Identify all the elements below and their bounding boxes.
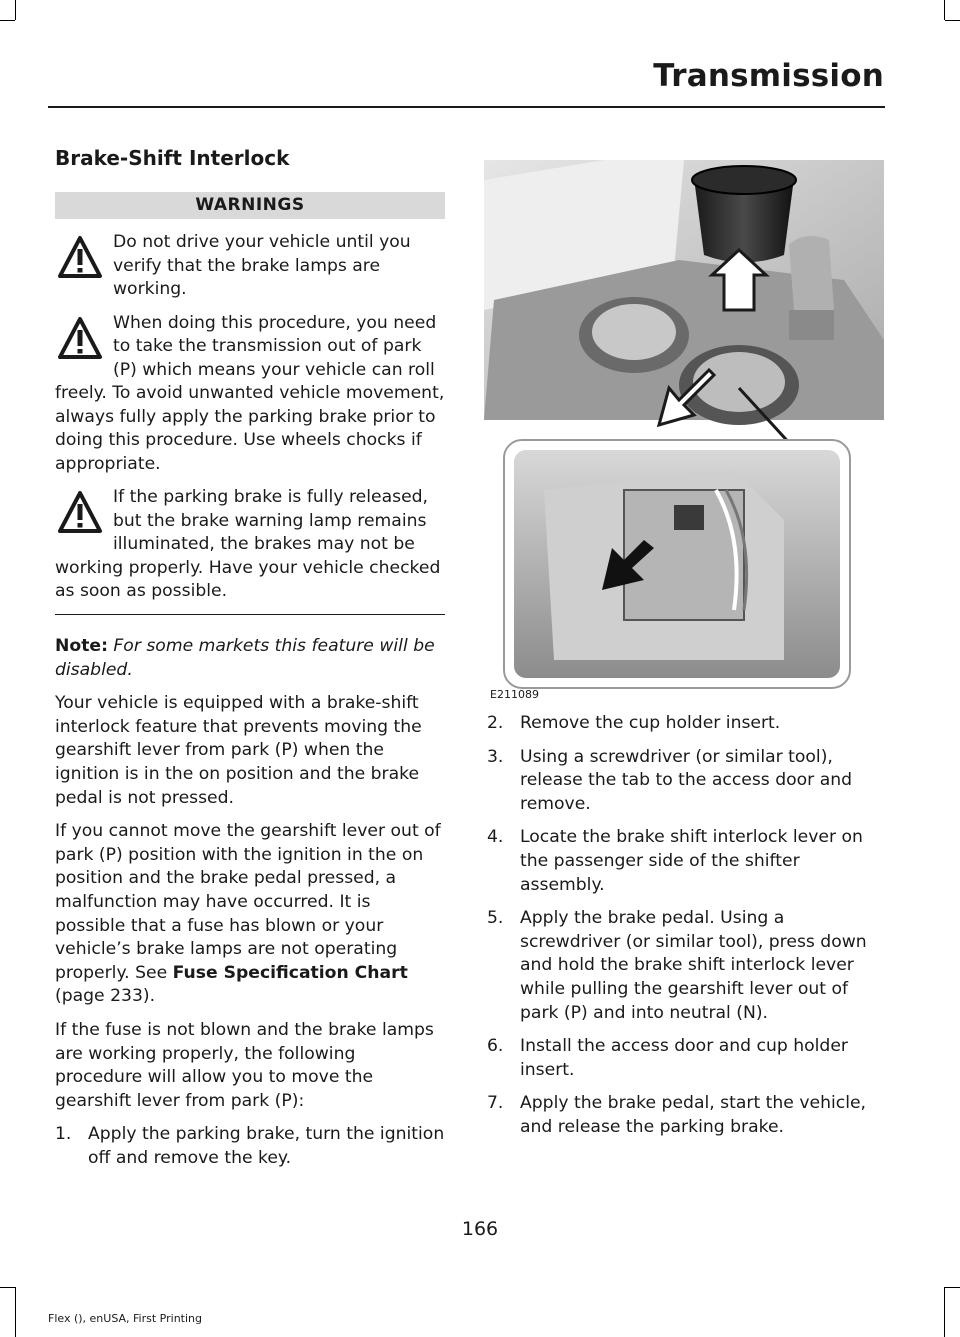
step-number: 2. bbox=[487, 713, 504, 733]
note-paragraph bbox=[55, 635, 445, 682]
crop-mark bbox=[0, 20, 15, 21]
step-number: 1. bbox=[55, 1124, 72, 1145]
step-number: 4. bbox=[487, 827, 504, 848]
step-item bbox=[487, 826, 883, 897]
step-number: 5. bbox=[487, 908, 504, 929]
warnings-box bbox=[55, 192, 445, 615]
step-item bbox=[487, 1035, 883, 1082]
crop-mark bbox=[15, 1287, 16, 1337]
crop-mark bbox=[945, 20, 960, 21]
crop-mark bbox=[944, 0, 945, 20]
header-rule bbox=[48, 106, 885, 108]
step-item bbox=[487, 746, 883, 817]
step-text: Apply the brake pedal. Using a screwdriver (or similar tool), press down and hold the brake shift interlock lever while pulling the gearshift lever out of park (P) and into neutral (N). bbox=[520, 908, 867, 1023]
warning-triangle-icon bbox=[55, 233, 105, 283]
step-number: 6. bbox=[487, 1036, 504, 1057]
warning-triangle-icon bbox=[55, 314, 105, 364]
warnings-rule bbox=[55, 614, 445, 616]
warning-text: When doing this procedure, you need to take the transmission out of park (P) which means your vehicle can roll freely. To avoid unwanted vehicle movement, always fully apply the parking brake prior to doing this procedure. Use wheels chocks if appropriate. bbox=[55, 312, 445, 474]
step-list bbox=[487, 712, 883, 1140]
warning-text: Do not drive your vehicle until you verify that the brake lamps are working. bbox=[113, 232, 411, 299]
step-text: Locate the brake shift interlock lever on the passenger side of the shifter assembly. bbox=[520, 827, 863, 895]
warnings-heading: WARNINGS bbox=[55, 192, 445, 219]
warning-triangle-icon bbox=[55, 488, 105, 538]
fuse-chart-link[interactable]: Fuse Specification Chart bbox=[172, 962, 408, 983]
step-text: Install the access door and cup holder insert. bbox=[520, 1036, 848, 1080]
step-item bbox=[487, 1092, 883, 1139]
crop-mark bbox=[15, 0, 16, 20]
page-header-title: Transmission bbox=[653, 58, 884, 94]
step-item bbox=[487, 712, 883, 736]
page-number: 166 bbox=[461, 1218, 499, 1240]
edition-footer: Flex (), enUSA, First Printing bbox=[48, 1312, 202, 1325]
step-text: Apply the brake pedal, start the vehicle, and release the parking brake. bbox=[520, 1093, 867, 1137]
step-text: Remove the cup holder insert. bbox=[520, 713, 781, 733]
right-column bbox=[487, 712, 883, 1150]
body-paragraph: If the fuse is not blown and the brake lamps are working properly, the following procedure will allow you to move the gearshift lever from park (P): bbox=[55, 1019, 434, 1111]
crop-mark bbox=[944, 1287, 945, 1337]
warning-item bbox=[55, 312, 445, 477]
step-text: Using a screwdriver (or similar tool), release the tab to the access door and remove. bbox=[520, 746, 853, 814]
body-paragraph bbox=[55, 820, 445, 1009]
step-item bbox=[55, 1123, 445, 1170]
note-label: Note: bbox=[55, 636, 108, 656]
step-number: 7. bbox=[487, 1093, 504, 1114]
section-title: Brake-Shift Interlock bbox=[55, 146, 290, 170]
step-item bbox=[487, 907, 883, 1025]
step-text: Apply the parking brake, turn the ignition off and remove the key. bbox=[88, 1124, 445, 1168]
left-column bbox=[55, 146, 445, 1180]
body-text: If you cannot move the gearshift lever out of park (P) position with the ignition in the on position and the brake pedal pressed, a malfunction may have occurred. It is possible that a fuse has blown or your vehicle’s brake lamps are not operating properly. See bbox=[55, 821, 441, 983]
crop-mark bbox=[0, 1287, 15, 1288]
step-number: 3. bbox=[487, 746, 504, 767]
cup-holder-illustration bbox=[484, 160, 884, 700]
body-paragraph: Your vehicle is equipped with a brake-shift interlock feature that prevents moving the gearshift lever from park (P) when the ignition is in the on position and the brake pedal is not pressed. bbox=[55, 693, 422, 808]
crop-mark bbox=[945, 1287, 960, 1288]
figure-id: E211089 bbox=[490, 688, 539, 701]
note-text: For some markets this feature will be disabled. bbox=[55, 636, 435, 680]
page-reference: (page 233). bbox=[55, 986, 156, 1007]
warning-item bbox=[55, 486, 445, 604]
warning-item bbox=[55, 231, 445, 302]
step-list bbox=[55, 1123, 445, 1170]
warning-text: If the parking brake is fully released, but the brake warning lamp remains illuminated, the brakes may not be working properly. Have your vehicle checked as soon as possible. bbox=[55, 487, 441, 601]
